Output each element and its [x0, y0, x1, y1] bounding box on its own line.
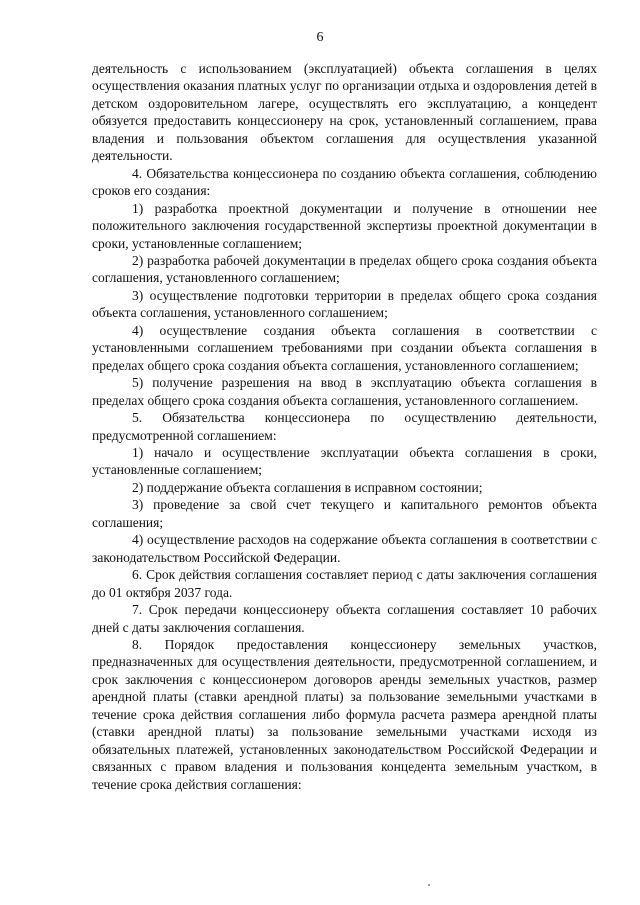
paragraph-item-6: 6. Срок действия соглашения составляет период с даты заключения соглашения до 01 октября 2037 года.: [92, 567, 597, 600]
paragraph-item-4-2: 2) разработка рабочей документации в пределах общего срока создания объекта соглашения, установленного соглашением;: [92, 252, 597, 286]
paragraph-item-5: 5. Обязательства концессионера по осуществлению деятельности, предусмотренной соглашением:: [92, 410, 597, 443]
paragraph-item-4-4: 4) осуществление создания объекта соглашения в соответствии с установленными соглашением требованиями при создании объекта соглашения в пределах общего срока создания объекта соглашения, установленного соглашением;: [92, 322, 597, 373]
paragraph-item-5-4: 4) осуществление расходов на содержание объекта соглашения в соответствии с законодательством Российской Федерации.: [92, 532, 597, 565]
paragraph-item-4: 4. Обязательства концессионера по созданию объекта соглашения, соблюдению сроков его создания:: [92, 165, 597, 199]
paragraph-item-5-3: 3) проведение за свой счет текущего и капитального ремонтов объекта соглашения;: [92, 497, 597, 530]
page-number: 6: [316, 30, 324, 45]
paragraph-item-7: 7. Срок передачи концессионеру объекта соглашения составляет 10 рабочих дней с даты заключения соглашения.: [92, 602, 597, 635]
paragraph-item-8: 8. Порядок предоставления концессионеру земельных участков, предназначенных для осуществления деятельности, предусмотренной соглашением, и срок заключения с концессионером договоров аренды земельных участков, размер арендной платы (ставки арендной платы) за пользование земельными участками в течение срока действия соглашения либо формула расчета размера арендной платы (ставки арендной платы) за пользование земельными участками исходя из обязательных платежей, установленных законодательством Российской Федерации и связанных с правом владения и пользования концедента земельным участком, в течение срока действия соглашения:: [92, 636, 597, 792]
document-body: [92, 60, 597, 793]
paragraph-item-4-1: 1) разработка проектной документации и получение в отношении нее положительного заключения государственной экспертизы проектной документации в сроки, установленные соглашением;: [92, 200, 597, 251]
paragraph-continuation: деятельность с использованием (эксплуатацией) объекта соглашения в целях осуществления оказания платных услуг по организации отдыха и оздоровления детей в детском оздоровительном лагере, осуществлять его эксплуатацию, а концедент обязуется предоставить концессионеру на срок, установленный соглашением, права владения и пользования объектом соглашения для осуществления указанной деятельности.: [92, 61, 597, 164]
paragraph-item-4-3: 3) осуществление подготовки территории в пределах общего срока создания объекта соглашения, установленного соглашением;: [92, 287, 597, 321]
paragraph-item-5-1: 1) начало и осуществление эксплуатации объекта соглашения в сроки, установленные соглашением;: [92, 444, 597, 478]
paragraph-item-5-2: 2) поддержание объекта соглашения в исправном состоянии;: [132, 479, 483, 495]
scan-speck: [428, 884, 430, 886]
paragraph-item-4-5: 5) получение разрешения на ввод в эксплуатацию объекта соглашения в пределах общего срока создания объекта соглашения, установленного соглашением.: [92, 375, 597, 408]
